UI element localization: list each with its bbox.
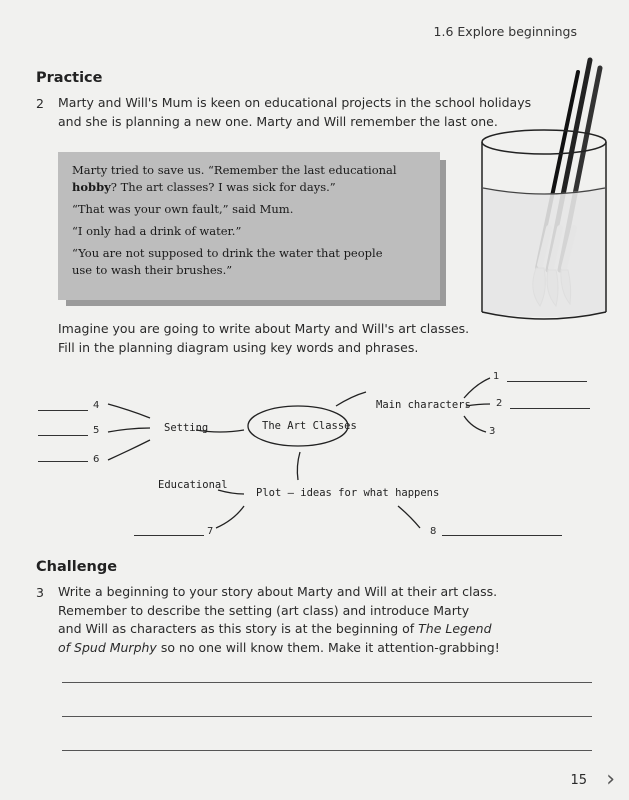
label-8: 8 (430, 526, 437, 537)
challenge-line-3: and Will as characters as this story is at the beginning of The Legend (58, 621, 492, 636)
diagram-characters-label: Main characters (376, 399, 471, 411)
extract-line-3: “That was your own fault,” said Mum. (72, 202, 294, 216)
instruction-line-1: Imagine you are going to write about Marty and Will's art classes. (58, 321, 470, 336)
writing-line-3[interactable] (62, 750, 592, 751)
next-page-chevron-icon[interactable]: › (606, 767, 615, 792)
connector-characters (336, 392, 366, 406)
diagram-plot-label: Plot – ideas for what happens (256, 487, 440, 499)
challenge-line-4: of Spud Murphy so no one will know them. Make it attention-grabbing! (58, 639, 500, 655)
connector-5 (108, 428, 150, 432)
extract-line-1: Marty tried to save us. “Remember the last educational (72, 163, 397, 177)
label-7: 7 (207, 526, 214, 537)
answer-line-4[interactable] (38, 410, 88, 411)
label-2: 2 (496, 398, 503, 409)
label-3: 3 (489, 426, 496, 437)
extract-line-2: ? The art classes? I was sick for days.” (110, 180, 336, 194)
challenge-text (58, 583, 500, 657)
answer-line-1[interactable] (507, 381, 587, 382)
writing-line-1[interactable] (62, 682, 592, 683)
diagram-setting-label: Setting (164, 422, 209, 434)
label-6: 6 (93, 454, 100, 465)
challenge-line-1: Write a beginning to your story about Marty and Will at their art class. (58, 584, 498, 599)
answer-line-5[interactable] (38, 435, 88, 436)
extract-line-6: use to wash their brushes.” (72, 263, 233, 277)
connector-4 (108, 404, 150, 418)
label-5: 5 (93, 425, 100, 436)
diagram-educational-label: Educational (158, 479, 228, 491)
connector-plot (297, 452, 300, 480)
practice-heading: Practice (36, 70, 103, 86)
connector-8 (398, 506, 420, 528)
answer-line-7[interactable] (134, 535, 204, 536)
connector-1 (464, 378, 490, 398)
answer-line-8[interactable] (442, 535, 562, 536)
answer-line-6[interactable] (38, 461, 88, 462)
extract-line-4: “I only had a drink of water.” (72, 224, 242, 238)
practice-line-1: Marty and Will's Mum is keen on educational projects in the school holidays (58, 95, 532, 110)
diagram-center-label: The Art Classes (262, 420, 357, 432)
page-number: 15 (570, 773, 587, 788)
writing-line-2[interactable] (62, 716, 592, 717)
answer-line-2[interactable] (510, 408, 590, 409)
extract-bold-word: hobby (72, 180, 111, 194)
book-title-part-1: The Legend (418, 621, 492, 636)
connector-7 (216, 506, 244, 528)
challenge-number: 3 (36, 585, 44, 600)
extract-line-5: “You are not supposed to drink the water that people (72, 246, 383, 260)
practice-line-2: and she is planning a new one. Marty and Will remember the last one. (58, 113, 498, 129)
connector-6 (108, 440, 150, 460)
label-1: 1 (493, 371, 500, 382)
book-title-part-2: of Spud Murphy (58, 639, 157, 655)
section-header: 1.6 Explore beginnings (433, 24, 577, 39)
practice-number: 2 (36, 96, 44, 111)
connector-3 (464, 416, 486, 432)
instruction-line-2: Fill in the planning diagram using key words and phrases. (58, 339, 419, 355)
challenge-heading: Challenge (36, 559, 118, 575)
label-4: 4 (93, 400, 100, 411)
challenge-line-2: Remember to describe the setting (art class) and introduce Marty (58, 602, 470, 618)
